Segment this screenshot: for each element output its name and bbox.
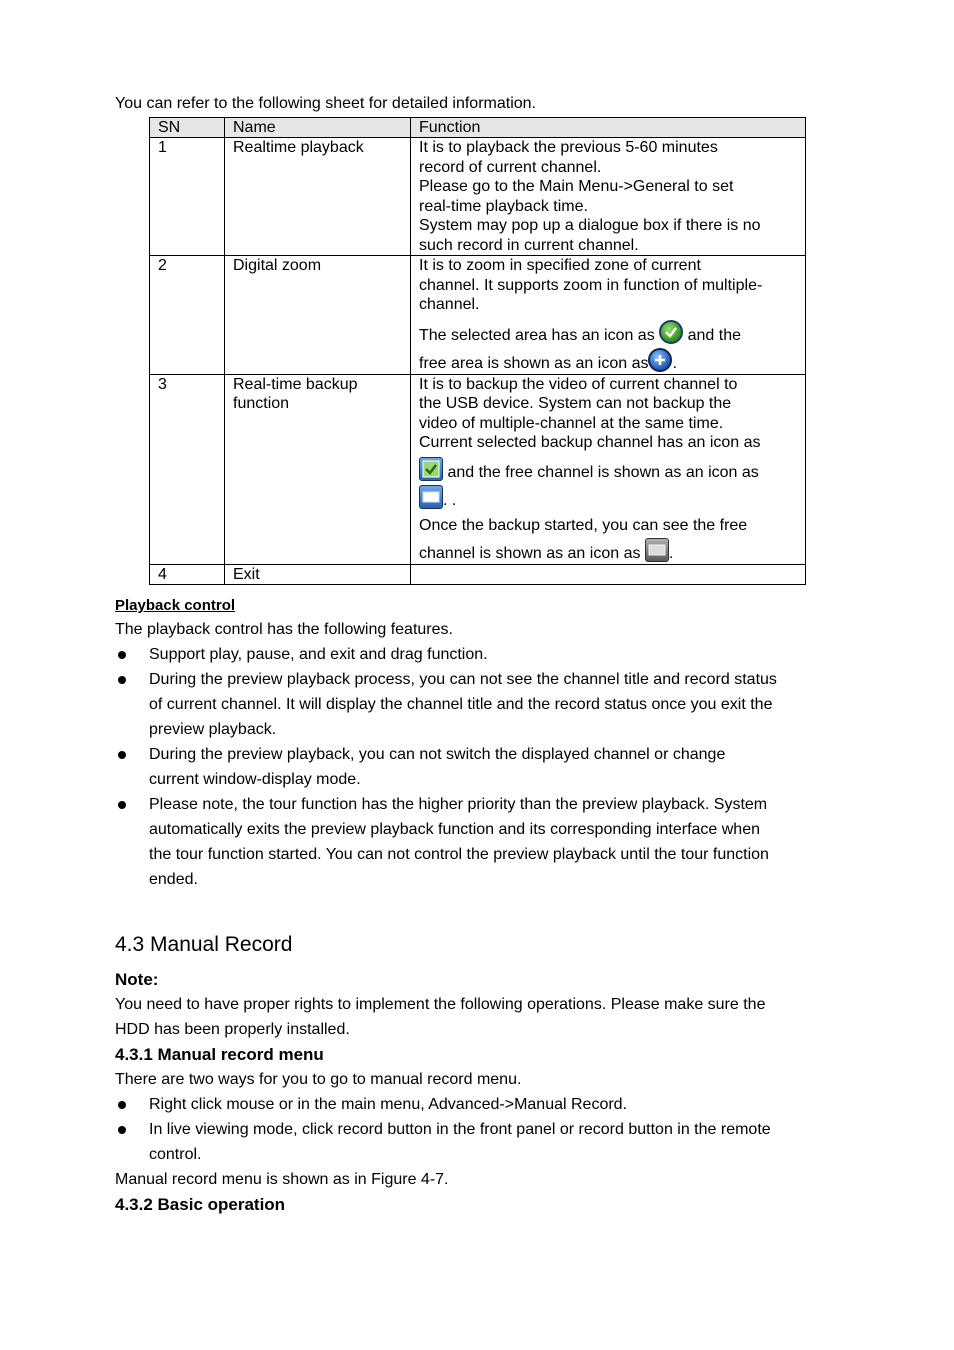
row-name: Real-time backup function <box>225 374 411 564</box>
list-item: Support play, pause, and exit and drag function. <box>149 646 488 663</box>
playback-control-intro: The playback control has the following features. <box>115 621 453 638</box>
list-item: ended. <box>149 871 198 888</box>
gray-box-icon <box>645 538 669 562</box>
row-sn: 2 <box>150 256 225 375</box>
row-name: Realtime playback <box>225 138 411 256</box>
section-title-4-3-2: 4.3.2 Basic operation <box>115 1195 286 1214</box>
row-name: Exit <box>225 564 411 585</box>
note-text: You need to have proper rights to implement the following operations. Please make sure the <box>115 996 766 1013</box>
row-function: It is to backup the video of current channel to the USB device. System can not backup the video of multiple-channel at the same time. Current selected backup channel has an icon as and the free channel is shown as an icon as . . Once the backup started, you can see the free channel is shown as an icon as . <box>411 374 806 564</box>
list-item: control. <box>149 1146 202 1163</box>
bullet-icon <box>118 1126 126 1134</box>
bullet-icon <box>118 676 126 684</box>
row-sn: 3 <box>150 374 225 564</box>
table-header-row <box>150 118 806 138</box>
note-label: Note: <box>115 970 159 989</box>
note-text: HDD has been properly installed. <box>115 1021 350 1038</box>
function-table <box>149 117 806 585</box>
row-sn: 4 <box>150 564 225 585</box>
list-item: Please note, the tour function has the higher priority than the preview playback. System <box>149 796 768 813</box>
table-row <box>150 564 806 585</box>
bullet-icon <box>118 751 126 759</box>
table-row <box>150 374 806 564</box>
bullet-icon <box>118 651 126 659</box>
row-function: It is to zoom in specified zone of current channel. It supports zoom in function of multiple- channel. The selected area has an icon as and the free area is shown as an icon as . <box>411 256 806 375</box>
blue-plus-circle-icon <box>648 348 672 372</box>
row-function <box>411 564 806 585</box>
list-item: the tour function started. You can not control the preview playback until the tour function <box>149 846 769 863</box>
section-title-4-3: 4.3 Manual Record <box>115 933 293 956</box>
list-item: During the preview playback process, you can not see the channel title and record status <box>149 671 777 688</box>
header-name: Name <box>225 118 411 138</box>
green-check-circle-icon <box>659 320 683 344</box>
list-item: During the preview playback, you can not switch the displayed channel or change <box>149 746 726 763</box>
row-sn: 1 <box>150 138 225 256</box>
header-function: Function <box>411 118 806 138</box>
section-4-3-1-intro: There are two ways for you to go to manual record menu. <box>115 1071 522 1088</box>
list-item: preview playback. <box>149 721 277 738</box>
list-item: In live viewing mode, click record button in the front panel or record button in the remote <box>149 1121 771 1138</box>
header-sn: SN <box>150 118 225 138</box>
bullet-icon <box>118 1101 126 1109</box>
list-item: Right click mouse or in the main menu, Advanced->Manual Record. <box>149 1096 628 1113</box>
table-row <box>150 138 806 256</box>
list-item: current window-display mode. <box>149 771 361 788</box>
section-4-3-1-outro: Manual record menu is shown as in Figure 4-7. <box>115 1171 449 1188</box>
checked-box-icon <box>419 457 443 481</box>
playback-control-heading: Playback control <box>115 597 236 614</box>
row-name: Digital zoom <box>225 256 411 375</box>
list-item: automatically exits the preview playback function and its corresponding interface when <box>149 821 760 838</box>
list-item: of current channel. It will display the channel title and the record status once you exit the <box>149 696 773 713</box>
section-title-4-3-1: 4.3.1 Manual record menu <box>115 1045 324 1064</box>
row-function: It is to playback the previous 5-60 minutes record of current channel. Please go to the Main Menu->General to set real-time playback time. System may pop up a dialogue box if there is no such record in current channel. <box>411 138 806 256</box>
bullet-icon <box>118 801 126 809</box>
blank-box-icon <box>419 485 443 509</box>
intro-text: You can refer to the following sheet for detailed information. <box>115 95 536 112</box>
table-row <box>150 256 806 375</box>
